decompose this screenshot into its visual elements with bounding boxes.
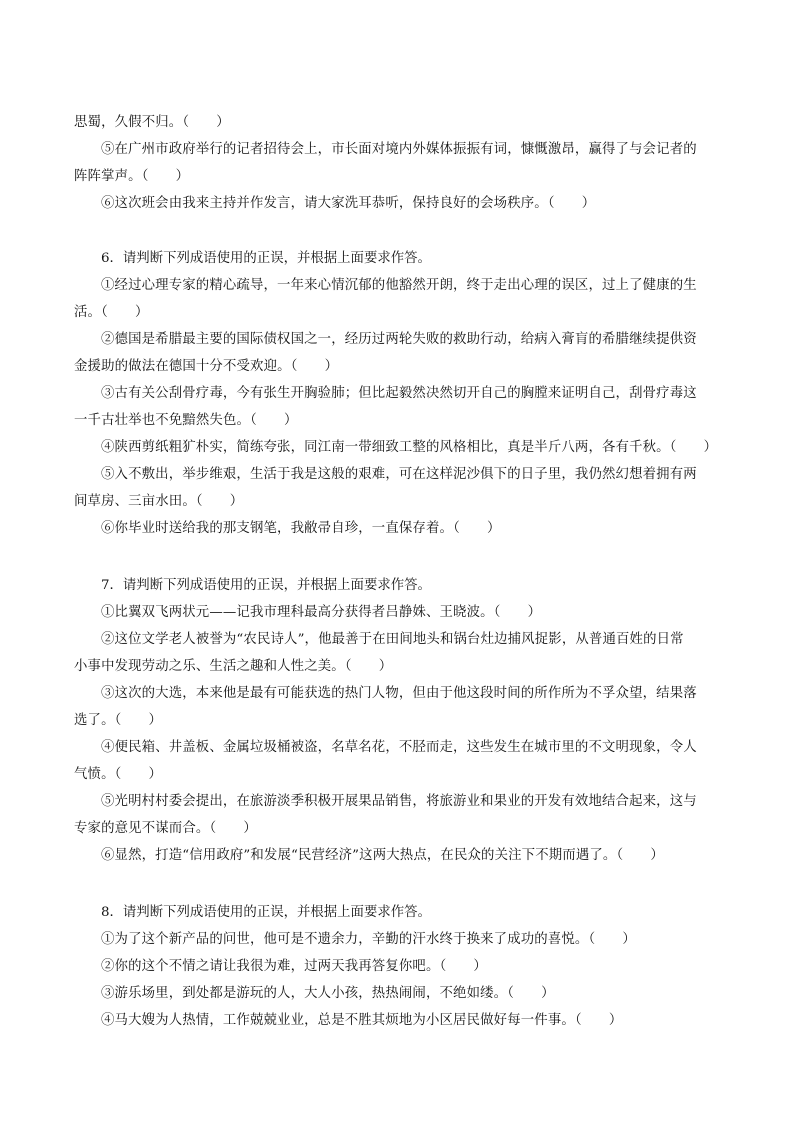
item-line: ②你的这个不情之请让我很为难，过两天我再答复你吧。（ ）: [101, 959, 487, 974]
question-8: [74, 899, 724, 1034]
text-line: 阵阵掌声。（ ）: [74, 169, 190, 184]
text-line: 金援助的做法在德国十分不受欢迎。（ ）: [74, 359, 339, 374]
question-heading: 7．请判断下列成语使用的正误，并根据上面要求作答。: [101, 578, 431, 593]
text-line: 小事中发现劳动之乐、生活之趣和人性之美。（ ）: [74, 659, 393, 674]
item-line: ⑥这次班会由我来主持并作发言，请大家洗耳恭听，保持良好的会场秩序。（ ）: [101, 196, 596, 211]
question-7: [74, 572, 724, 869]
question-6: [74, 245, 724, 542]
item-line: ④陕西剪纸粗犷朴实，简练夸张，同江南一带细致工整的风格相比，真是半斤八两，各有千秋。（ ）: [101, 440, 718, 455]
item-line: ⑥显然，打造“信用政府”和发展“民营经济”这两大热点，在民众的关注下不期而遇了。（ ）: [101, 848, 664, 863]
item-line: ②德国是希腊最主要的国际债权国之一，经历过两轮失败的救助行动，给病入膏肓的希腊继续提供资: [101, 332, 697, 347]
item-line: ②这位文学老人被誉为“农民诗人”，他最善于在田间地头和锅台灶边捕风捉影，从普通百姓的日常: [101, 632, 684, 647]
text-line: 选了。（ ）: [74, 713, 163, 728]
item-line: ③游乐场里，到处都是游玩的人，大人小孩，热热闹闹，不绝如缕。（ ）: [101, 986, 555, 1001]
item-line: ①经过心理专家的精心疏导，一年来心情沉郁的他豁然开朗，终于走出心理的误区，过上了健康的生: [101, 278, 697, 293]
text-line: 一千古壮举也不免黯然失色。（ ）: [74, 413, 298, 428]
question-heading: 8．请判断下列成语使用的正误，并根据上面要求作答。: [101, 905, 431, 920]
item-line: ④便民箱、井盖板、金属垃圾桶被盗，名草名花，不胫而走，这些发生在城市里的不文明现象，令人: [101, 740, 697, 755]
item-line: ⑥你毕业时送给我的那支钢笔，我敝帚自珍，一直保存着。（ ）: [101, 521, 501, 536]
item-line: ⑤光明村村委会提出，在旅游淡季积极开展果品销售，将旅游业和果业的开发有效地结合起来，这与: [101, 794, 697, 809]
item-line: ⑤在广州市政府举行的记者招待会上，市长面对境内外媒体振振有词，慷慨激昂，赢得了与会记者的: [101, 142, 697, 157]
text-line: 专家的意见不谋而合。（ ）: [74, 821, 257, 836]
item-line: ③这次的大选，本来他是最有可能获选的热门人物，但由于他这段时间的所作所为不孚众望，结果落: [101, 686, 697, 701]
text-line: 间草房、三亩水田。（ ）: [74, 494, 244, 509]
text-line: 气愤。（ ）: [74, 767, 163, 782]
intro-block: [74, 109, 724, 217]
item-line: ①比翼双飞两状元——记我市理科最高分获得者吕静姝、王晓波。（ ）: [101, 605, 542, 620]
item-line: ⑤入不敷出，举步维艰，生活于我是这般的艰难，可在这样泥沙俱下的日子里，我仍然幻想着拥有两: [101, 467, 697, 482]
text-line: 活。（ ）: [74, 305, 149, 320]
item-line: ③古有关公刮骨疗毒，今有张生开胸验肺；但比起毅然决然切开自己的胸膛来证明自己，刮骨疗毒这: [101, 386, 697, 401]
question-heading: 6．请判断下列成语使用的正误，并根据上面要求作答。: [101, 251, 431, 266]
item-line: ④马大嫂为人热情，工作兢兢业业，总是不胜其烦地为小区居民做好每一件事。（ ）: [101, 1013, 623, 1028]
item-line: ①为了这个新产品的问世，他可是不遗余力，辛勤的汗水终于换来了成功的喜悦。（ ）: [101, 932, 636, 947]
text-line: 思蜀，久假不归。（ ）: [74, 115, 230, 130]
